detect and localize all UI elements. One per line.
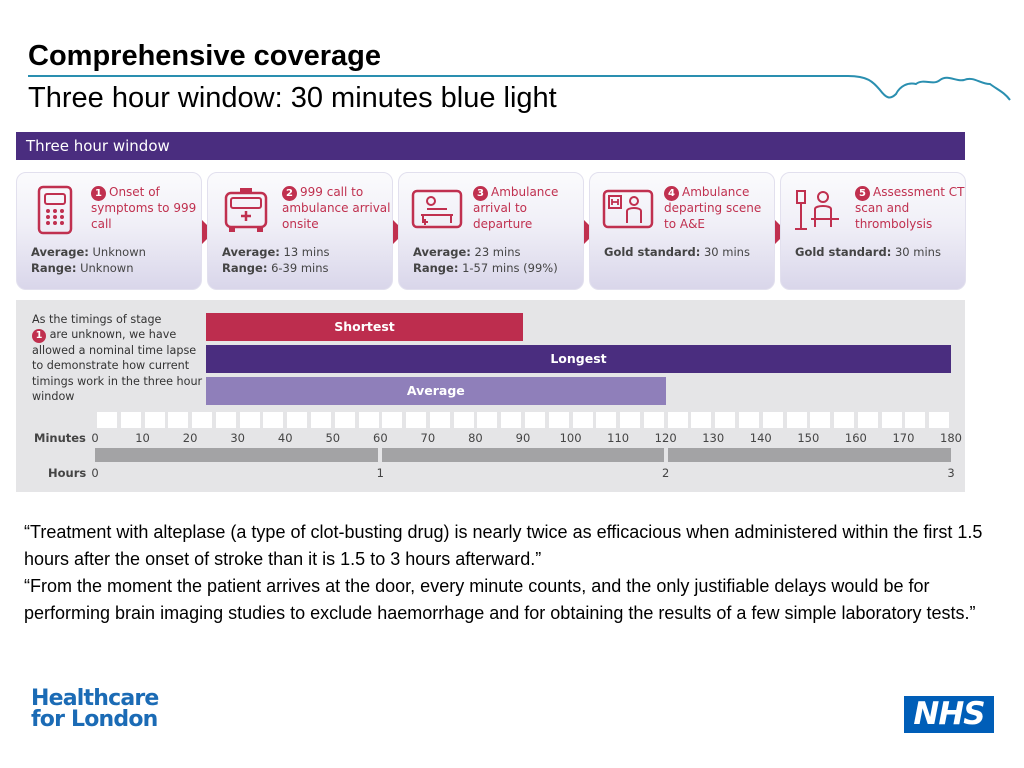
tick-box (382, 412, 402, 428)
stage-5-heading: 5 Assessment CT scan and thrombolysis (855, 185, 965, 231)
stage-5-stat-1: Gold standard: 30 mins (795, 245, 941, 259)
tick-box (121, 412, 141, 428)
hour-tick-label: 0 (91, 466, 99, 480)
minute-tick-label: 120 (654, 431, 677, 445)
minute-tick-label: 0 (91, 431, 99, 445)
healthcare-for-london-logo: Healthcare for London (31, 686, 159, 732)
tick-box (168, 412, 188, 428)
tick-box (192, 412, 212, 428)
tick-box (596, 412, 616, 428)
stage-3-heading: 3 Ambulance arrival to departure (473, 185, 559, 231)
tick-box (406, 412, 426, 428)
minute-tick-label: 140 (749, 431, 772, 445)
stage-3-stat-1: Average: 23 mins (413, 245, 521, 259)
quote-2: “From the moment the patient arrives at the door, every minute counts, and the only justifiable delays would be for performing brain imaging studies to exclude haemorrhage and for obtaining the results of a few simple laboratory tests.” (24, 576, 976, 623)
stage-card-3 (398, 172, 584, 290)
tick-box (739, 412, 759, 428)
minutes-axis-label: Minutes (34, 431, 86, 445)
tick-box (525, 412, 545, 428)
stage-2-stat-2: Range: 6-39 mins (222, 261, 329, 275)
stage-3-stat-2: Range: 1-57 mins (99%) (413, 261, 558, 275)
stage-1-stat-2: Range: Unknown (31, 261, 134, 275)
stage-1-stat-1: Average: Unknown (31, 245, 146, 259)
tick-box (573, 412, 593, 428)
bar-shortest: Shortest (206, 313, 523, 341)
stage-2-stat-1: Average: 13 mins (222, 245, 330, 259)
quote-1: “Treatment with alteplase (a type of clot-busting drug) is nearly twice as efficacious when administered within the first 1.5 hours after the onset of stroke than it is 1.5 to 3 hours afterward.” (24, 522, 983, 569)
stretcher-icon (409, 185, 465, 235)
minute-tick-label: 150 (797, 431, 820, 445)
tick-box (501, 412, 521, 428)
tick-box (335, 412, 355, 428)
three-hour-window-banner: Three hour window (16, 132, 965, 160)
stage-1-heading: 1 Onset of symptoms to 999 call (91, 185, 197, 231)
hour-segment-2 (382, 448, 664, 462)
tick-box (858, 412, 878, 428)
drip-icon (791, 185, 847, 235)
minute-tick-label: 70 (420, 431, 436, 445)
hospital-icon (600, 185, 656, 235)
timeline-note: As the timings of stage 1 are unknown, we have allowed a nominal time lapse to demonstrate how current timings work in the three hour window (32, 313, 203, 403)
tick-box (145, 412, 165, 428)
tick-box (691, 412, 711, 428)
tick-box (263, 412, 283, 428)
tick-box (359, 412, 379, 428)
minute-tick-label: 80 (468, 431, 483, 445)
minute-tick-label: 100 (559, 431, 582, 445)
tick-box (240, 412, 260, 428)
stage-4-heading: 4 Ambulance departing scene to A&E (664, 185, 762, 231)
tick-box (477, 412, 497, 428)
tick-box (668, 412, 688, 428)
minute-tick-label: 160 (844, 431, 867, 445)
minute-tick-label: 20 (182, 431, 198, 445)
tick-box (834, 412, 854, 428)
minute-tick-label: 130 (702, 431, 725, 445)
tick-box (929, 412, 949, 428)
tick-box (763, 412, 783, 428)
tick-box (549, 412, 569, 428)
nhs-logo: NHS (904, 696, 994, 733)
minute-tick-strip (95, 412, 966, 428)
tick-box (97, 412, 117, 428)
tick-box (810, 412, 830, 428)
tick-box (644, 412, 664, 428)
hour-tick-label: 1 (376, 466, 384, 480)
minute-tick-label: 180 (940, 431, 962, 445)
minute-tick-label: 110 (607, 431, 630, 445)
stage-card-1 (16, 172, 202, 290)
minute-tick-label: 40 (277, 431, 293, 445)
tick-box (216, 412, 236, 428)
minute-tick-label: 170 (892, 431, 915, 445)
minute-tick-label: 30 (230, 431, 245, 445)
tick-box (287, 412, 307, 428)
stage-2-heading: 2 999 call to ambulance arrival onsite (282, 185, 391, 231)
tick-box (882, 412, 902, 428)
ambulance-icon (218, 185, 274, 235)
tick-box (620, 412, 640, 428)
hours-bar (95, 448, 951, 462)
stage-card-4 (589, 172, 775, 290)
bar-average: Average (206, 377, 666, 405)
stage-4-stat-1: Gold standard: 30 mins (604, 245, 750, 259)
tick-box (905, 412, 925, 428)
stage-card-2 (207, 172, 393, 290)
slide-title: Comprehensive coverage (28, 40, 381, 72)
minute-tick-label: 10 (135, 431, 150, 445)
minute-tick-label: 60 (373, 431, 388, 445)
tick-box (430, 412, 450, 428)
tick-box (715, 412, 735, 428)
hour-tick-label: 3 (947, 466, 955, 480)
hours-axis-label: Hours (48, 466, 87, 480)
minute-tick-label: 50 (325, 431, 341, 445)
timeline-panel (16, 300, 965, 492)
hour-tick-label: 2 (661, 466, 670, 480)
phone-icon (27, 185, 83, 235)
quotes-block (24, 519, 1014, 627)
tick-box (311, 412, 331, 428)
tick-box (454, 412, 474, 428)
bar-longest: Longest (206, 345, 951, 373)
hour-segment-3 (668, 448, 951, 462)
stage-row (16, 172, 965, 292)
slide-subtitle: Three hour window: 30 minutes blue light (28, 82, 557, 114)
tick-box (787, 412, 807, 428)
stage-card-5 (780, 172, 966, 290)
minute-tick-label: 90 (515, 431, 531, 445)
hour-segment-1 (95, 448, 378, 462)
